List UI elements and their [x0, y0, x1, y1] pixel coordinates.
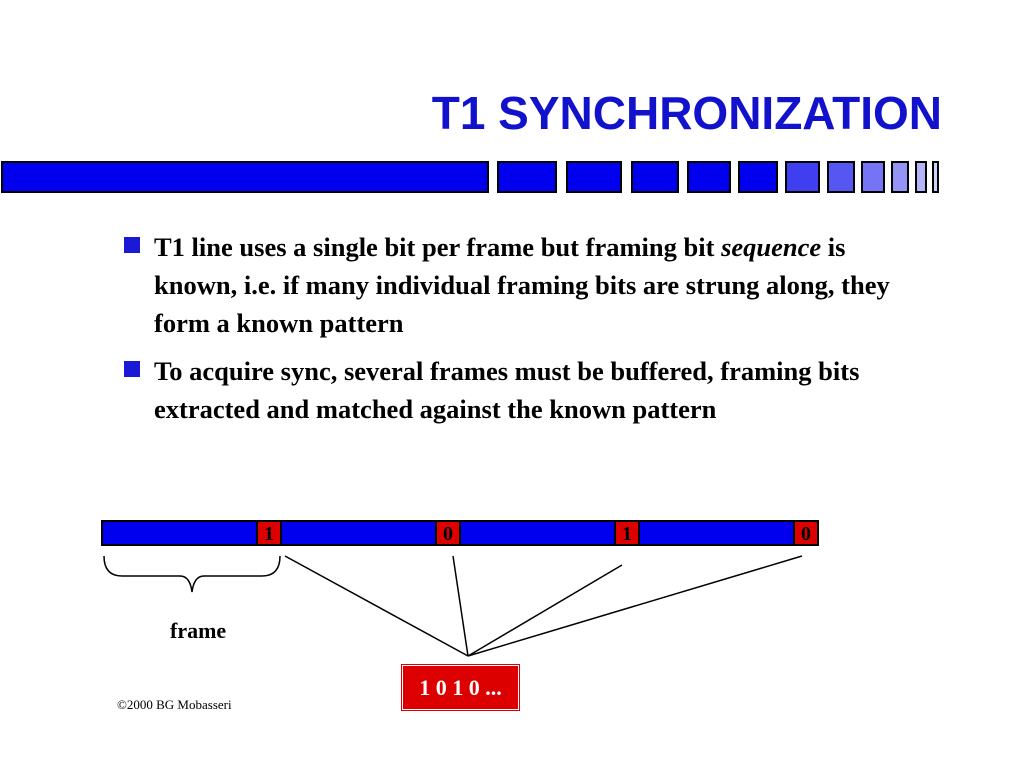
framing-bit-value: 1	[622, 523, 632, 545]
bullet-text-part: is known, i.e. if many individual framing bits are strung along, they form a known pattern	[154, 232, 890, 338]
frame-label: frame	[170, 618, 227, 643]
frame-brace	[104, 556, 280, 592]
connector-lines	[285, 556, 802, 656]
framing-bit	[436, 521, 460, 545]
pattern-box	[402, 665, 519, 710]
framing-bit-value: 0	[443, 523, 453, 545]
bullet-emphasis: sequence	[721, 232, 822, 262]
bullet-text: To acquire sync, several frames must be buffered, framing bits extracted and matched against the known pattern	[154, 356, 860, 424]
framing-bit-value: 1	[264, 523, 274, 545]
framing-bit	[257, 521, 281, 545]
framing-bit	[615, 521, 639, 545]
copyright-footer: ©2000 BG Mobasseri	[117, 697, 232, 712]
framing-bit	[794, 521, 818, 545]
framing-bit-value: 0	[801, 523, 811, 545]
bullet-text-part: T1 line uses a single bit per frame but framing bit	[154, 232, 722, 262]
pattern-value: 1 0 1 0 ...	[419, 674, 502, 700]
slide-title: T1 SYNCHRONIZATION	[431, 87, 942, 139]
